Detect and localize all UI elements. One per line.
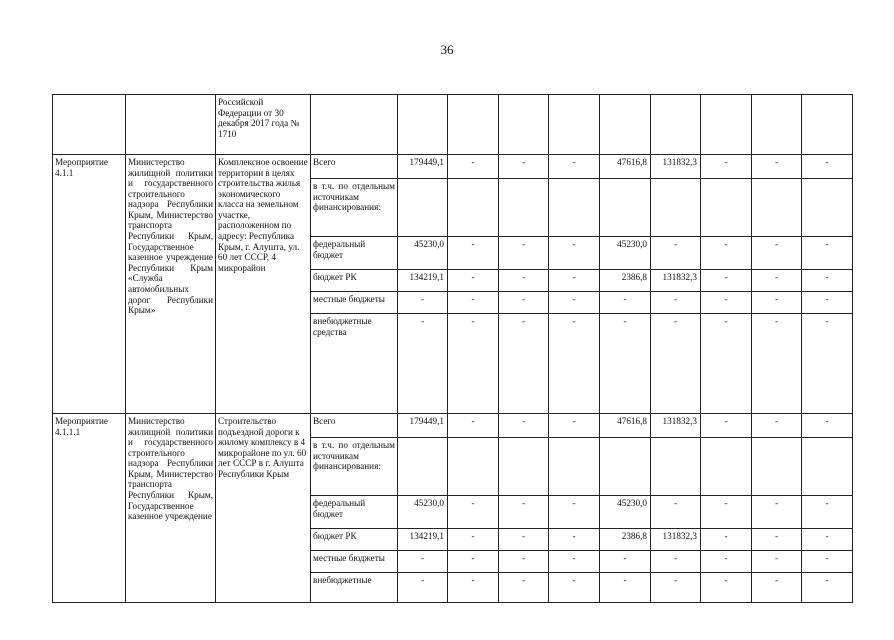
financing-row xyxy=(53,155,853,179)
funding-source-cell: бюджет РК xyxy=(311,270,398,292)
amount-cell: 45230,0 xyxy=(398,496,448,529)
amount-cell: 47616,8 xyxy=(600,414,651,438)
amount-cell: - xyxy=(701,529,752,551)
amount-cell xyxy=(651,179,701,237)
amount-cell: - xyxy=(752,237,802,270)
amount-cell: - xyxy=(448,155,499,179)
continuation-source-cell xyxy=(311,95,398,155)
amount-cell: - xyxy=(651,314,701,414)
amount-cell: 131832,3 xyxy=(651,529,701,551)
amount-cell: - xyxy=(549,292,600,314)
amount-cell: - xyxy=(802,292,853,314)
amount-cell: 134219,1 xyxy=(398,529,448,551)
amount-cell: - xyxy=(701,155,752,179)
amount-cell: - xyxy=(499,551,549,573)
amount-cell: 45230,0 xyxy=(600,496,651,529)
amount-cell: - xyxy=(398,573,448,603)
amount-cell xyxy=(651,438,701,496)
amount-cell: - xyxy=(802,529,853,551)
funding-source-cell: Всего xyxy=(311,155,398,179)
measures-body xyxy=(53,155,853,603)
amount-cell: - xyxy=(448,551,499,573)
amount-cell: - xyxy=(499,314,549,414)
amount-cell: - xyxy=(651,292,701,314)
amount-cell: - xyxy=(752,573,802,603)
funding-source-cell: местные бюджеты xyxy=(311,551,398,573)
amount-cell: - xyxy=(752,155,802,179)
amount-cell: - xyxy=(549,314,600,414)
measure-name-cell: Мероприятие 4.1.1.1 xyxy=(53,414,126,603)
amount-cell: - xyxy=(802,314,853,414)
amount-cell: - xyxy=(499,237,549,270)
amount-cell xyxy=(549,438,600,496)
amount-cell: - xyxy=(448,529,499,551)
amount-cell: - xyxy=(701,237,752,270)
amount-cell: - xyxy=(398,314,448,414)
amount-cell: - xyxy=(651,237,701,270)
amount-cell: - xyxy=(499,573,549,603)
amount-cell: - xyxy=(600,573,651,603)
amount-cell: - xyxy=(701,270,752,292)
amount-cell: - xyxy=(549,529,600,551)
amount-cell: 2386,8 xyxy=(600,270,651,292)
amount-cell: - xyxy=(701,414,752,438)
amount-cell: - xyxy=(752,314,802,414)
amount-cell: - xyxy=(499,155,549,179)
amount-cell: - xyxy=(448,496,499,529)
amount-cell: - xyxy=(701,496,752,529)
amount-cell: - xyxy=(549,414,600,438)
amount-cell: - xyxy=(701,573,752,603)
amount-cell: - xyxy=(549,155,600,179)
amount-cell xyxy=(802,438,853,496)
amount-cell: - xyxy=(499,414,549,438)
amount-cell: - xyxy=(398,292,448,314)
amount-cell: - xyxy=(499,270,549,292)
amount-cell: - xyxy=(802,496,853,529)
amount-cell xyxy=(600,438,651,496)
amount-cell: 45230,0 xyxy=(398,237,448,270)
amount-cell: - xyxy=(448,314,499,414)
amount-cell: - xyxy=(448,292,499,314)
funding-source-cell: бюджет РК xyxy=(311,529,398,551)
amount-cell: - xyxy=(651,551,701,573)
amount-cell: - xyxy=(600,551,651,573)
amount-cell: - xyxy=(549,496,600,529)
amount-cell: - xyxy=(802,155,853,179)
funding-source-cell: Всего xyxy=(311,414,398,438)
amount-cell xyxy=(549,179,600,237)
funding-source-cell: в т.ч. по отдельным источникам финансирования: xyxy=(311,438,398,496)
amount-cell xyxy=(701,179,752,237)
amount-cell: 134219,1 xyxy=(398,270,448,292)
amount-cell: - xyxy=(752,414,802,438)
funding-source-cell: местные бюджеты xyxy=(311,292,398,314)
amount-cell: - xyxy=(752,529,802,551)
amount-cell: 131832,3 xyxy=(651,155,701,179)
amount-cell xyxy=(448,438,499,496)
amount-cell: - xyxy=(600,314,651,414)
amount-cell xyxy=(448,179,499,237)
amount-cell xyxy=(600,179,651,237)
amount-cell: - xyxy=(448,573,499,603)
amount-cell: - xyxy=(701,292,752,314)
basis-cell: Строительство подъездной дороги к жилому комплексу в 4 микрорайоне по ул. 60 лет СССР в г. Алушта Республики Крым xyxy=(216,414,311,603)
continuation-executor-cell xyxy=(126,95,216,155)
amount-cell: 131832,3 xyxy=(651,414,701,438)
amount-cell: - xyxy=(651,496,701,529)
amount-cell: - xyxy=(752,551,802,573)
amount-cell: - xyxy=(499,529,549,551)
funding-source-cell: федеральный бюджет xyxy=(311,496,398,529)
amount-cell: - xyxy=(549,270,600,292)
amount-cell: - xyxy=(802,551,853,573)
measure-name-cell: Мероприятие 4.1.1 xyxy=(53,155,126,414)
amount-cell: - xyxy=(549,237,600,270)
amount-cell: 179449,1 xyxy=(398,155,448,179)
amount-cell xyxy=(701,438,752,496)
amount-cell: - xyxy=(701,314,752,414)
amount-cell xyxy=(752,438,802,496)
amount-cell xyxy=(752,179,802,237)
amount-cell: - xyxy=(549,551,600,573)
financing-row xyxy=(53,414,853,438)
amount-cell: - xyxy=(600,292,651,314)
financing-table xyxy=(52,94,853,603)
amount-cell: 45230,0 xyxy=(600,237,651,270)
amount-cell: - xyxy=(448,414,499,438)
amount-cell: 131832,3 xyxy=(651,270,701,292)
continuation-row xyxy=(53,95,853,155)
amount-cell: - xyxy=(448,270,499,292)
amount-cell: 179449,1 xyxy=(398,414,448,438)
amount-cell: - xyxy=(752,270,802,292)
amount-cell xyxy=(802,179,853,237)
page-number: 36 xyxy=(440,42,454,57)
executor-cell: Министерство жилищной политики и государственного строительного надзора Республики Крым, Министерство транспорта Республики Крым, Государственное казенное учреждение Республики Крым «Служба автомобильных дорог Республики Крым» xyxy=(126,155,216,414)
amount-cell: - xyxy=(499,292,549,314)
amount-cell: - xyxy=(802,573,853,603)
funding-source-cell: федеральный бюджет xyxy=(311,237,398,270)
amount-cell: - xyxy=(802,270,853,292)
amount-cell: - xyxy=(398,551,448,573)
funding-source-cell: внебюджетные средства xyxy=(311,314,398,414)
amount-cell: - xyxy=(752,496,802,529)
funding-source-cell: в т.ч. по отдельным источникам финансирования: xyxy=(311,179,398,237)
continuation-measure-cell xyxy=(53,95,126,155)
amount-cell: - xyxy=(499,496,549,529)
amount-cell: - xyxy=(549,573,600,603)
amount-cell xyxy=(499,438,549,496)
amount-cell: - xyxy=(701,551,752,573)
amount-cell xyxy=(398,438,448,496)
amount-cell: - xyxy=(802,414,853,438)
continuation-basis-cell: Российской Федерации от 30 декабря 2017 года № 1710 xyxy=(216,95,311,155)
amount-cell: - xyxy=(802,237,853,270)
executor-cell: Министерство жилищной политики и государственного строительного надзора Республики Крым, Министерство транспорта Республики Крым, Государственное казенное учреждение xyxy=(126,414,216,603)
amount-cell xyxy=(499,179,549,237)
amount-cell: - xyxy=(752,292,802,314)
amount-cell: 2386,8 xyxy=(600,529,651,551)
basis-cell: Комплексное освоение территории в целях строительства жилья экономического класса на земельном участке, расположенном по адресу: Республика Крым, г. Алушта, ул. 60 лет СССР, 4 микрорайон xyxy=(216,155,311,414)
funding-source-cell: внебюджетные xyxy=(311,573,398,603)
amount-cell: 47616,8 xyxy=(600,155,651,179)
amount-cell: - xyxy=(448,237,499,270)
amount-cell: - xyxy=(651,573,701,603)
amount-cell xyxy=(398,179,448,237)
